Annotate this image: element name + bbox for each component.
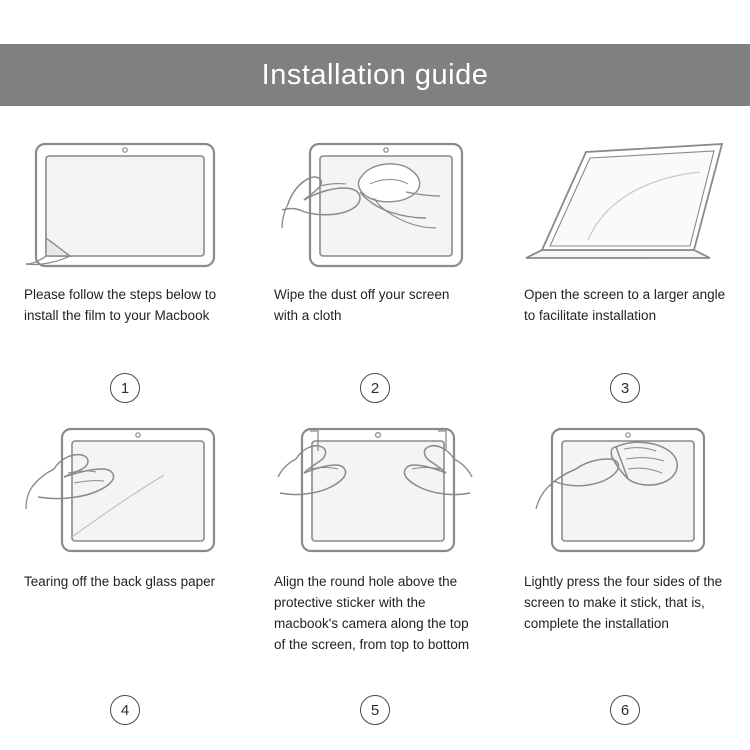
step-card-2 xyxy=(250,120,500,403)
step-card-6 xyxy=(500,403,750,725)
illustration-tablet-with-film-corner-peel xyxy=(24,138,226,270)
illustration-laptop-opened-wide-angle xyxy=(524,138,726,270)
step-card-3 xyxy=(500,120,750,403)
step-card-5 xyxy=(250,403,500,725)
step-number-6: 6 xyxy=(610,695,640,725)
page-title: Installation guide xyxy=(261,58,489,91)
step-card-4 xyxy=(0,403,250,725)
step-number-2: 2 xyxy=(360,373,390,403)
step-caption-4: Tearing off the back glass paper xyxy=(24,574,216,589)
illustration-hand-wiping-screen-with-cloth xyxy=(274,138,476,270)
step-caption-6: Lightly press the four sides of the screen to make it stick, that is, complete the installation xyxy=(524,574,723,631)
step-caption-1: Please follow the steps below to install the film to your Macbook xyxy=(24,287,217,323)
illustration-hand-peeling-back-paper xyxy=(24,425,226,557)
step-caption-2: Wipe the dust off your screen with a cloth xyxy=(274,287,450,323)
step-number-1: 1 xyxy=(110,373,140,403)
step-caption-3: Open the screen to a larger angle to facilitate installation xyxy=(524,287,726,323)
steps-grid xyxy=(0,120,750,725)
header-banner xyxy=(0,44,750,106)
step-card-1 xyxy=(0,120,250,403)
illustration-two-hands-aligning-film-over-camera xyxy=(274,425,476,557)
step-number-4: 4 xyxy=(110,695,140,725)
step-number-5: 5 xyxy=(360,695,390,725)
step-number-3: 3 xyxy=(610,373,640,403)
step-caption-5: Align the round hole above the protective sticker with the macbook's camera along the top of the screen, from top to bottom xyxy=(274,574,470,652)
illustration-hand-pressing-film-edges xyxy=(524,425,726,557)
